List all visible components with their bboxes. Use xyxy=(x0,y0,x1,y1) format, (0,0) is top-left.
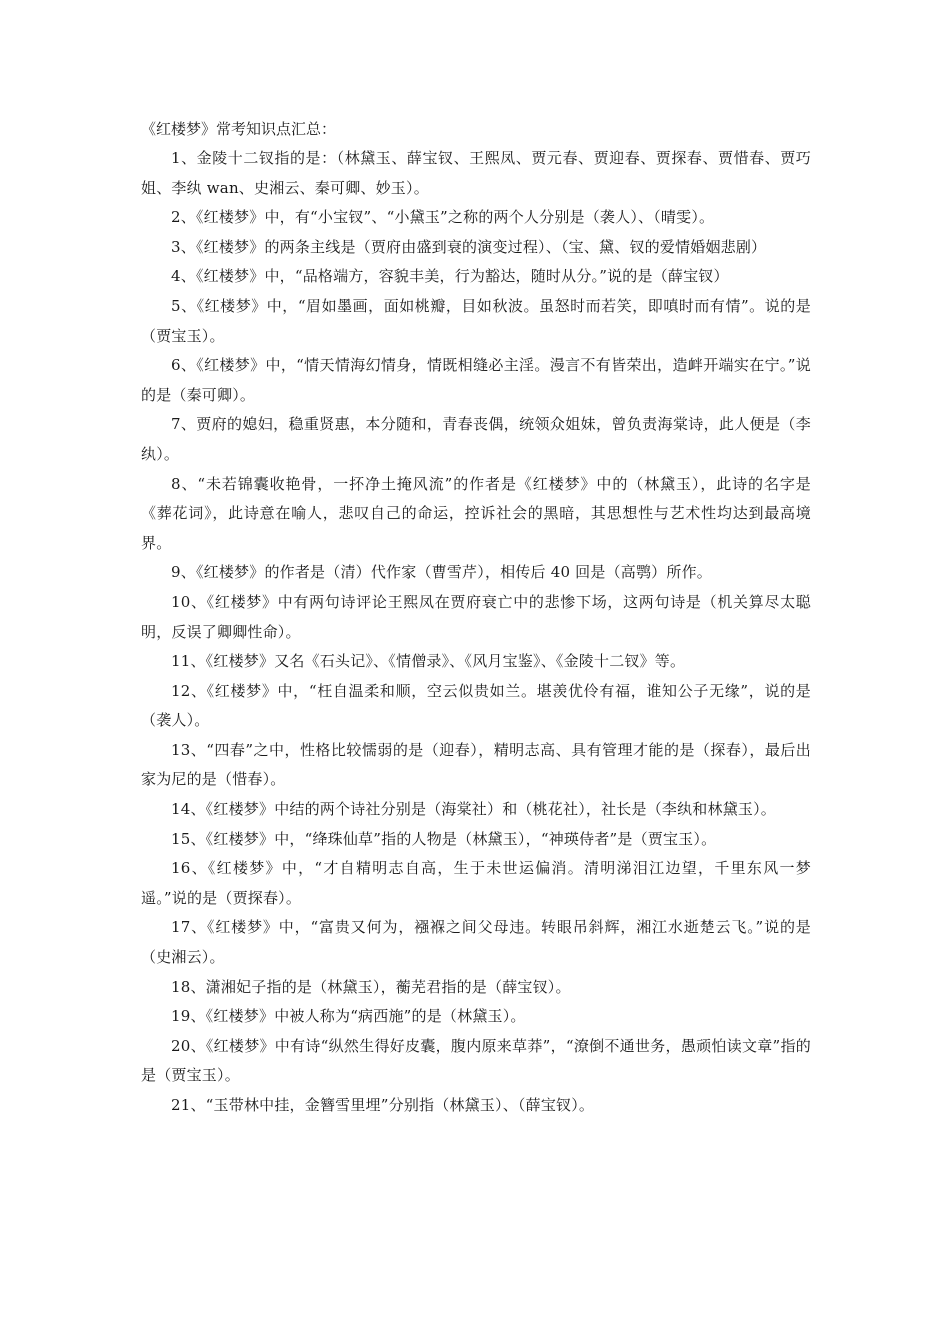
list-item: 13、“四春”之中，性格比较懦弱的是（迎春），精明志高、具有管理才能的是（探春），最后出家为尼的是（惜春）。 xyxy=(141,740,811,789)
list-item: 3、《红楼梦》的两条主线是（贾府由盛到衰的演变过程）、（宝、黛、钗的爱情婚姻悲剧） xyxy=(171,237,767,256)
list-item: 11、《红楼梦》又名《石头记》、《情僧录》、《风月宝鉴》、《金陵十二钗》等。 xyxy=(171,652,686,671)
list-item: 5、《红楼梦》中，“眉如墨画，面如桃瓣，目如秋波。虽怒时而若笑，即嗔时而有情”。说的是（贾宝玉）。 xyxy=(141,296,811,345)
knowledge-point-list xyxy=(141,144,811,1121)
list-item: 12、《红楼梦》中，“枉自温柔和顺，空云似贵如兰。堪羡优伶有福，谁知公子无缘”，说的是（袭人）。 xyxy=(141,681,811,730)
list-item: 18、潇湘妃子指的是（林黛玉），蘅芜君指的是（薛宝钗）。 xyxy=(171,977,571,996)
list-item: 14、《红楼梦》中结的两个诗社分别是（海棠社）和（桃花社），社长是（李纨和林黛玉）。 xyxy=(171,800,776,819)
list-item: 17、《红楼梦》中，“富贵又何为，襁褓之间父母违。转眼吊斜辉，湘江水逝楚云飞。”说的是（史湘云）。 xyxy=(141,918,811,967)
document-page xyxy=(141,114,811,1121)
list-item: 20、《红楼梦》中有诗“纵然生得好皮囊，腹内原来草莽”，“潦倒不通世务，愚顽怕读文章”指的是（贾宝玉）。 xyxy=(141,1036,811,1085)
document-title: 《红楼梦》常考知识点汇总： xyxy=(141,120,337,138)
list-item: 4、《红楼梦》中，“品格端方，容貌丰美，行为豁达，随时从分。”说的是（薛宝钗） xyxy=(171,267,729,286)
list-item: 15、《红楼梦》中，“绛珠仙草”指的人物是（林黛玉），“神瑛侍者”是（贾宝玉）。 xyxy=(171,829,717,848)
list-item: 19、《红楼梦》中被人称为“病西施”的是（林黛玉）。 xyxy=(171,1007,526,1026)
list-item: 7、贾府的媳妇，稳重贤惠，本分随和，青春丧偶，统领众姐妹，曾负责海棠诗，此人便是（李纨）。 xyxy=(141,415,811,463)
list-item: 21、“玉带林中挂，金簪雪里埋”分别指（林黛玉）、（薛宝钗）。 xyxy=(171,1096,595,1114)
list-item: 9、《红楼梦》的作者是（清）代作家（曹雪芹），相传后 40 回是（高鹗）所作。 xyxy=(171,563,712,582)
list-item: 1、金陵十二钗指的是：（林黛玉、薛宝钗、王熙凤、贾元春、贾迎春、贾探春、贾惜春、贾巧姐、李纨 wan、史湘云、秦可卿、妙玉）。 xyxy=(141,149,811,197)
list-item: 16、《红楼梦》中，“才自精明志自高，生于未世运偏消。清明涕泪江边望，千里东风一梦遥。”说的是（贾探春）。 xyxy=(141,859,811,907)
list-item: 2、《红楼梦》中，有“小宝钗”、“小黛玉”之称的两个人分别是（袭人）、（晴雯）。 xyxy=(171,208,715,227)
list-item: 6、《红楼梦》中，“情天情海幻情身，情既相缝必主淫。漫言不有皆荣出，造衅开端实在宁。”说的是（秦可卿）。 xyxy=(141,356,811,404)
list-item: 8、“未若锦囊收艳骨，一抔净土掩风流”的作者是《红楼梦》中的（林黛玉），此诗的名字是《葬花词》，此诗意在喻人，悲叹自己的命运，控诉社会的黑暗，其思想性与艺术性均达到最高境界。 xyxy=(141,474,811,552)
list-item: 10、《红楼梦》中有两句诗评论王熙凤在贾府衰亡中的悲惨下场，这两句诗是（机关算尽太聪明，反误了卿卿性命）。 xyxy=(141,592,811,641)
